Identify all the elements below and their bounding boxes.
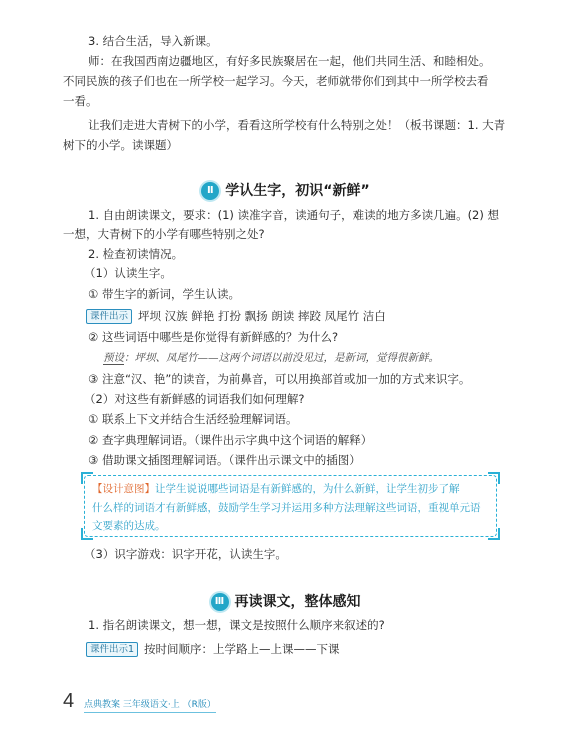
section-2-numeral: Ⅱ xyxy=(201,182,219,200)
s3-p1: 1. 指名朗读课文，想一想，课文是按照什么顺序来叙述的? xyxy=(88,618,385,632)
teacher-paragraph-line2: 不同民族的孩子们也在一所学校一起学习。今天，老师就带你们到其中一所学校去看 xyxy=(63,74,489,88)
p1-line1: 1. 自由朗读课文，要求：(1) 读准字音，读通句子，难读的地方多读几遍。(2) 想 xyxy=(88,208,500,222)
design-intent-label: 【设计意图】 xyxy=(92,483,155,495)
courseware-tag: 课件出示 xyxy=(86,309,132,324)
page-number: 4 xyxy=(63,690,75,712)
p2-heading: 2. 检查初读情况。 xyxy=(88,247,184,261)
enter-paragraph-line1: 让我们走进大青树下的小学，看看这所学校有什么特别之处！（板书课题：1. 大青 xyxy=(88,118,506,132)
design-intent-line3: 文要素的达成。 xyxy=(92,520,166,532)
enter-paragraph-line2: 树下的小学。读课题） xyxy=(63,138,178,152)
p2-2-heading: （2）对这些有新鲜感的词语我们如何理解? xyxy=(84,392,305,406)
step-c2: ② 这些词语中哪些是你觉得有新鲜感的？为什么? xyxy=(88,330,339,344)
item-3: 3. 结合生活，导入新课。 xyxy=(88,34,218,48)
section-3-heading xyxy=(0,592,571,612)
preset-line xyxy=(103,350,439,366)
section-3-title: 再读课文，整体感知 xyxy=(234,594,361,610)
word-list: 坪坝 汉族 鲜艳 打扮 飘扬 朗读 摔跤 凤尾竹 洁白 xyxy=(138,309,386,323)
step-d3: ③ 借助课文插图理解词语。（课件出示课文中的插图） xyxy=(88,453,361,467)
teacher-paragraph-line1: 师：在我国西南边疆地区，有好多民族聚居在一起，他们共同生活、和睦相处。 xyxy=(88,54,491,68)
book-title: 点典教案 三年级语文·上 （R版） xyxy=(84,697,216,713)
design-intent-line1 xyxy=(92,481,460,498)
s3-courseware-text: 按时间顺序：上学路上—上课——下课 xyxy=(144,642,340,656)
box-corner xyxy=(488,472,500,484)
step-d1: ① 联系上下文并结合生活经验理解词语。 xyxy=(88,412,298,426)
teacher-paragraph-line3: 一看。 xyxy=(63,94,98,108)
section-2-title: 学认生字，初识“新鲜” xyxy=(225,183,370,199)
design-intent-line2: 什么样的词语才有新鲜感，鼓励学生学习并运用多种方法理解这些词语，重视单元语 xyxy=(92,502,481,514)
preset-label: 预设 xyxy=(103,352,124,364)
p2-1-heading: （1）认读生字。 xyxy=(84,266,172,280)
p2-3-heading: （3）识字游戏：识字开花，认读生字。 xyxy=(84,547,287,561)
p1-line2: 一想，大青树下的小学有哪些特别之处? xyxy=(63,227,265,241)
section-3-numeral: Ⅲ xyxy=(211,593,229,611)
step-c1: ① 带生字的新词，学生认读。 xyxy=(88,287,240,301)
courseware-1-tag: 课件出示1 xyxy=(86,642,138,657)
s3-courseware-row xyxy=(86,641,340,657)
section-2-heading xyxy=(0,181,571,201)
words-row xyxy=(86,308,386,324)
step-c3: ③ 注意“汉、艳”的读音，为前鼻音，可以用换部首或加一加的方式来识字。 xyxy=(88,372,471,386)
preset-text: ：坪坝、凤尾竹——这两个词语以前没见过，是新词，觉得很新鲜。 xyxy=(124,352,439,364)
step-d2: ② 查字典理解词语。（课件出示字典中这个词语的解释） xyxy=(88,433,373,447)
design-intent-text1: 让学生说说哪些词语是有新鲜感的，为什么新鲜，让学生初步了解 xyxy=(155,483,460,495)
box-corner xyxy=(488,528,500,540)
